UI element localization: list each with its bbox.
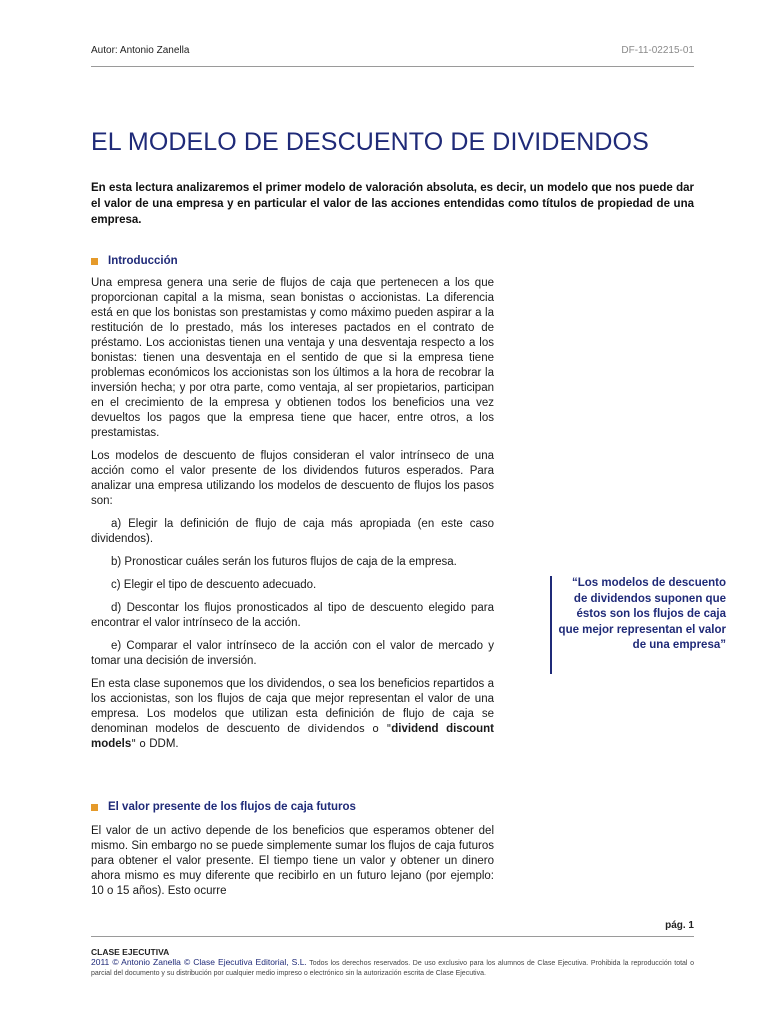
list-item: c) Elegir el tipo de descuento adecuado.	[111, 579, 317, 591]
footer-copyright	[91, 957, 694, 979]
paragraph: El valor de un activo depende de los beneficios que esperamos obtener del mismo. Sin embargo no se puede simplemente sumar los flujos de caja futuros para obtener el valor presente. El tiempo tiene un valor y obtener un dinero ahora mismo es muy diferente que recibirlo en un futuro lejano (por ejemplo: 10 o 15 años). Esto ocurre	[91, 825, 494, 897]
paragraph-text-mono: dividendos o "	[307, 723, 392, 735]
list-item: d) Descontar los flujos pronosticados al tipo de descuento elegido para encontrar el valor intrínseco de la acción.	[91, 602, 494, 629]
pull-quote: “Los modelos de descuento de dividendos suponen que éstos son los flujos de caja que mejor representan el valor de una empresa”	[550, 576, 726, 674]
paragraph-ddm	[91, 677, 494, 752]
lead-paragraph: En esta lectura analizaremos el primer modelo de valoración absoluta, es decir, un modelo que nos puede dar el valor de una empresa y en particular el valor de las acciones entendidas como títulos de propiedad de una empresa.	[91, 182, 694, 226]
emphasis-text: dividend discount models	[91, 723, 494, 750]
section-heading-introduccion	[91, 255, 178, 267]
footer-copyright-text: Todos los derechos reservados. De uso exclusivo para los alumnos de Clase Ejecutiva. Prohibida la reproducción total o parcial del documento y su distribución por cualquier medio impreso o electrónico sin la autorización escrita de Clase Ejecutiva.	[91, 960, 694, 977]
paragraph-text: En esta clase suponemos que los dividendos, o sea los beneficios repartidos a los accionistas, son los flujos de caja que mejor representan el valor de una empresa. Los modelos que utilizan esta definición de flujo de caja se denominan modelos de descuento de	[91, 678, 494, 735]
footer-copyright-owner: 2011 © Antonio Zanella © Clase Ejecutiva Editorial, S.L.	[91, 957, 307, 967]
page-number: pág. 1	[665, 920, 694, 931]
section-heading-valor-presente	[91, 801, 356, 813]
header-doc-code: DF-11-02215-01	[621, 45, 694, 56]
paragraph: Los modelos de descuento de flujos consideran el valor intrínseco de una acción como el valor presente de los dividendos futuros esperados. Para analizar una empresa utilizando los modelos de descuento de flujos los pasos son:	[91, 450, 494, 507]
paragraph-text: DDM.	[149, 738, 179, 750]
header-author: Autor: Antonio Zanella	[91, 45, 190, 56]
list-item: b) Pronosticar cuáles serán los futuros flujos de caja de la empresa.	[111, 556, 457, 568]
header-divider	[91, 66, 694, 67]
section-introduccion-body	[91, 276, 494, 760]
page-title: EL MODELO DE DESCUENTO DE DIVIDENDOS	[91, 128, 649, 156]
list-item: e) Comparar el valor intrínseco de la acción con el valor de mercado y tomar una decisión de inversión.	[91, 640, 494, 667]
section-valor-presente-body	[91, 824, 494, 907]
footer-divider	[91, 936, 694, 937]
section-heading-label: Introducción	[108, 255, 178, 267]
paragraph-text-mono: " o	[131, 738, 150, 750]
paragraph: Una empresa genera una serie de flujos de caja que pertenecen a los que proporcionan capital a la misma, sean bonistas o accionistas. La diferencia está en que los bonistas son prestamistas y como máximo pueden aspirar a la restitución de lo prestado, más los intereses pactados en el contrato de préstamo. Los accionistas tienen una ventaja y una desventaja respecto a los bonistas: tienen una desventaja en el sentido de que si la empresa tiene problemas económicos los accionistas son los últimos a la hora de recobrar la inversión hecha; y por otra parte, como ventaja, al ser propietarios, participan en el crecimiento de la empresa y obtienen todos los beneficios una vez devueltos los pagos que la empresa tiene que hacer, entre otros, a los prestamistas.	[91, 277, 494, 439]
list-item: a) Elegir la definición de flujo de caja más apropiada (en este caso dividendos).	[91, 518, 494, 545]
square-bullet-icon	[91, 258, 98, 265]
footer-brand: CLASE EJECUTIVA	[91, 947, 170, 957]
section-heading-label: El valor presente de los flujos de caja futuros	[108, 801, 356, 813]
square-bullet-icon	[91, 804, 98, 811]
